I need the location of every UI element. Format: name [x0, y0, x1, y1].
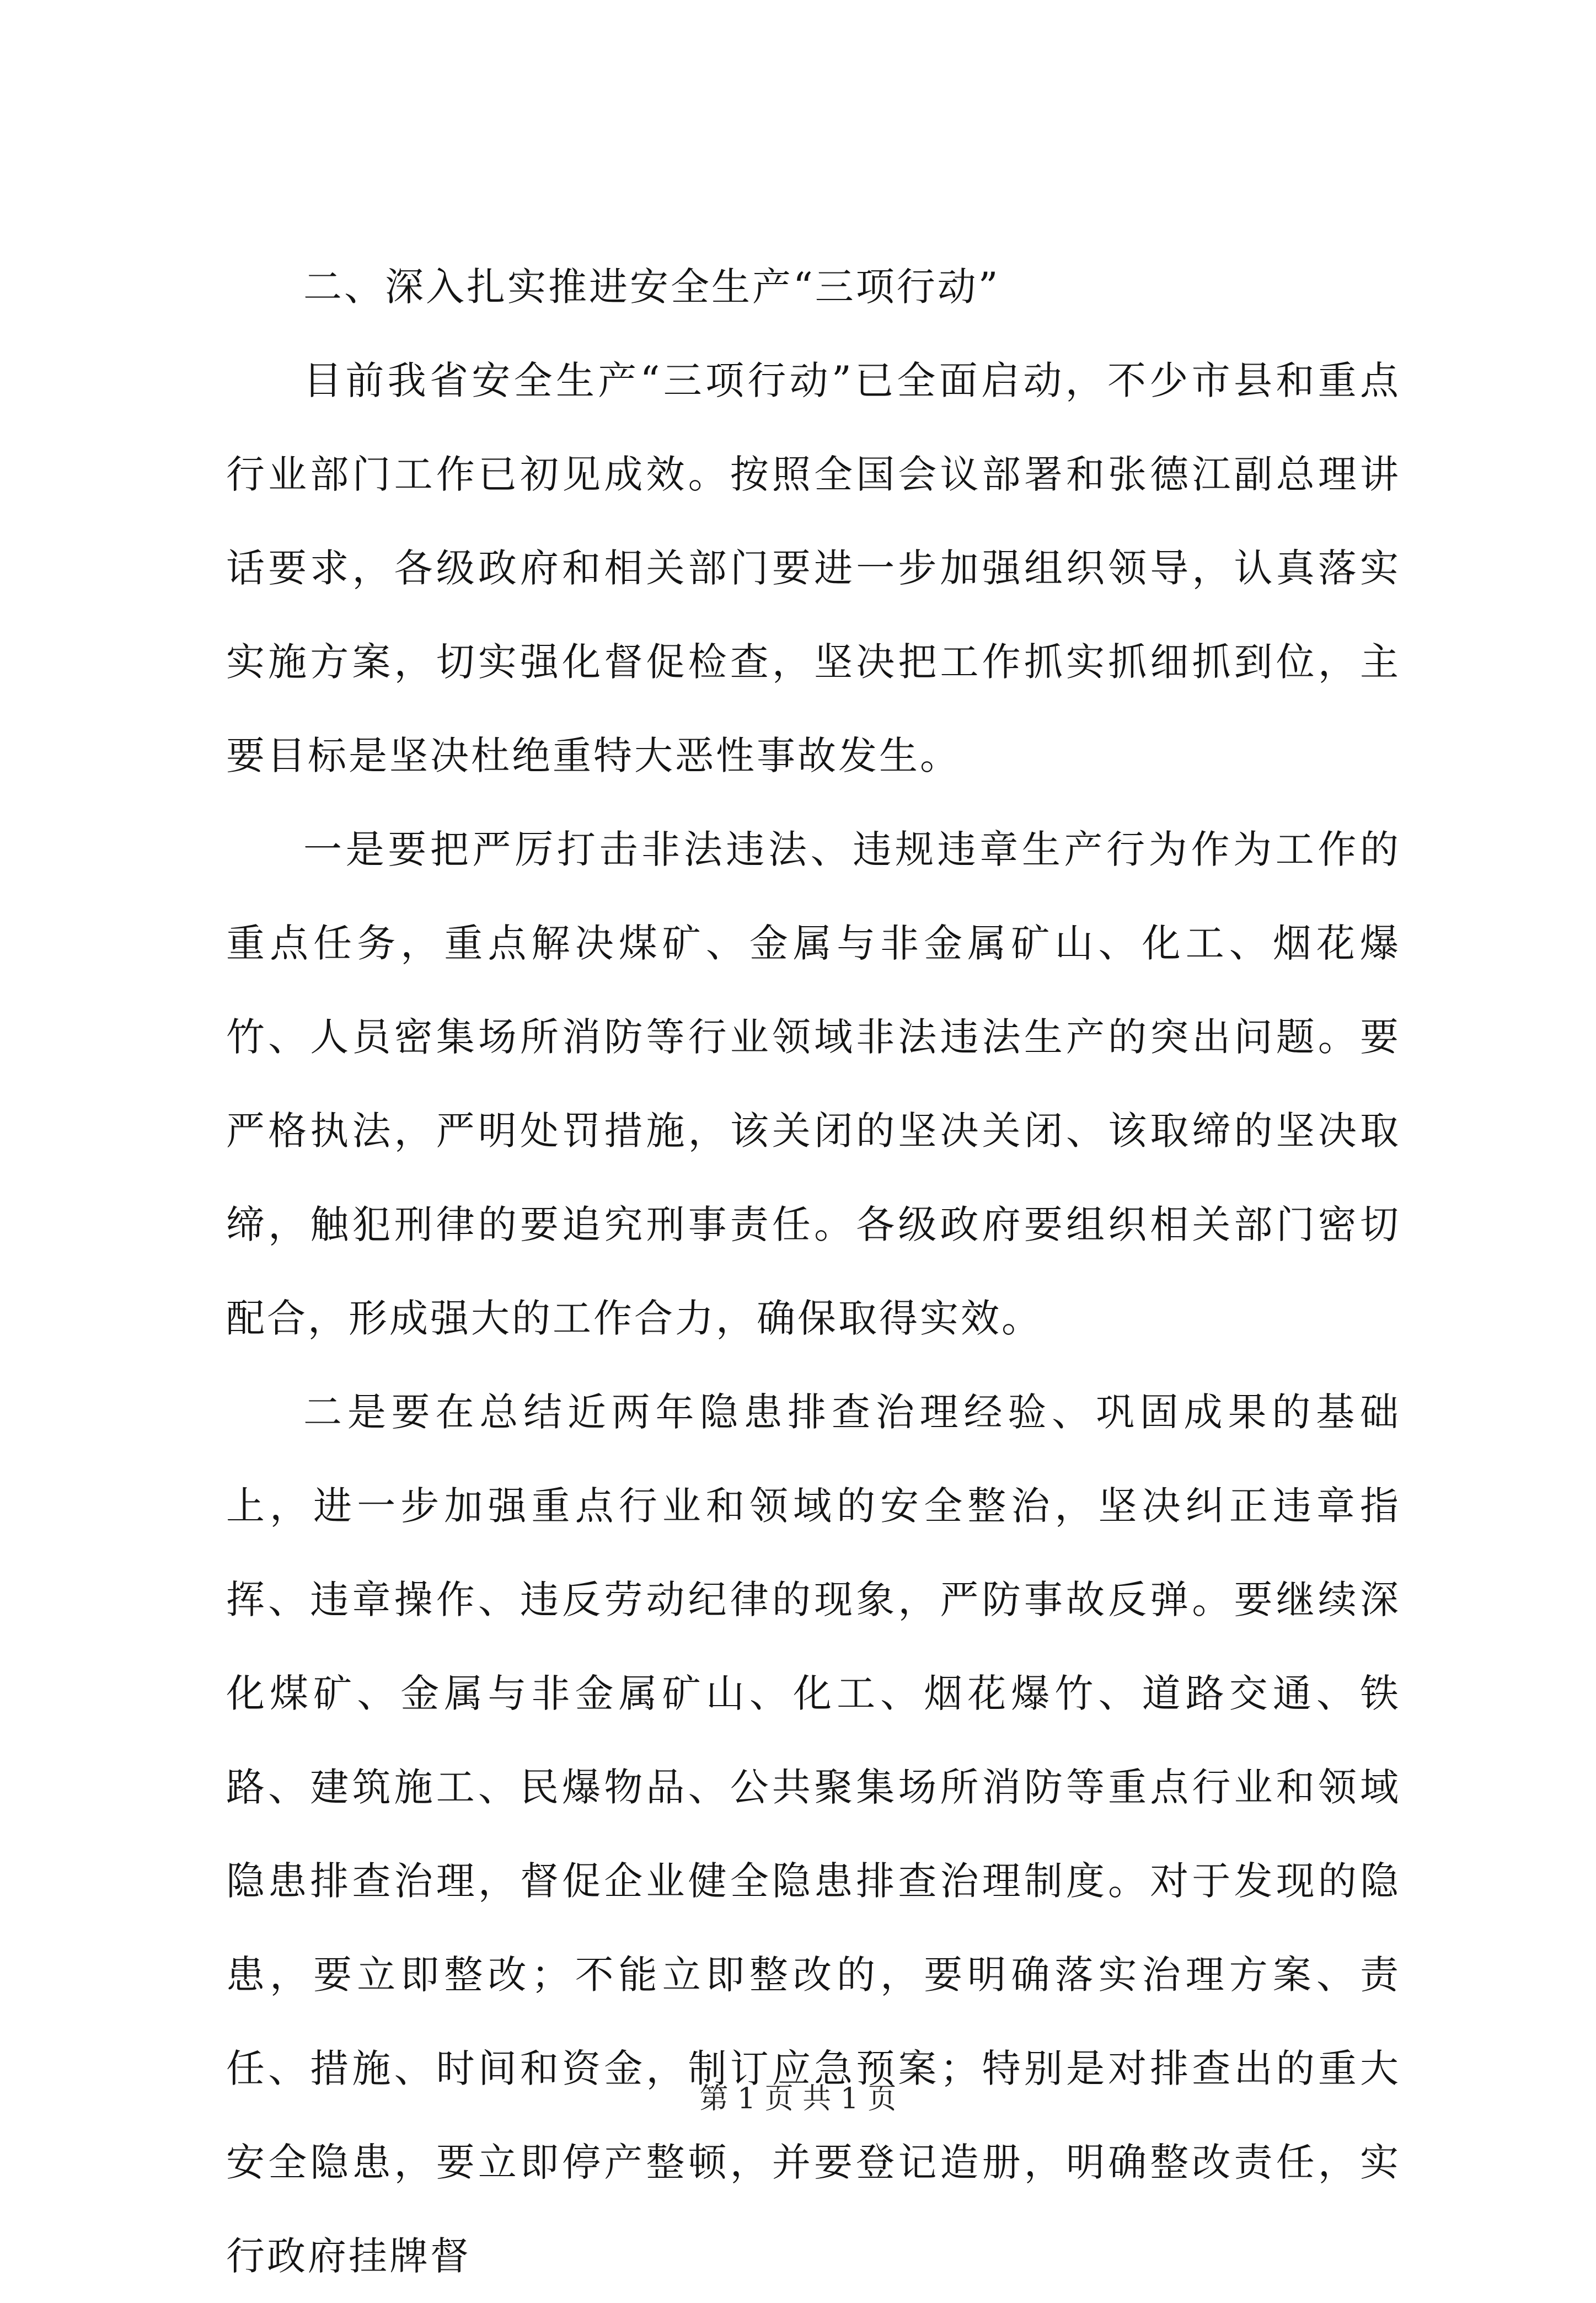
paragraph-point-two: 二是要在总结近两年隐患排查治理经验、巩固成果的基础上，进一步加强重点行业和领域的安全整治，坚决纠正违章指挥、违章操作、违反劳动纪律的现象，严防事故反弹。要继续深化煤矿、金属与非金属矿山、化工、烟花爆竹、道路交通、铁路、建筑施工、民爆物品、公共聚集场所消防等重点行业和领域隐患排查治理，督促企业健全隐患排查治理制度。对于发现的隐患，要立即整改；不能立即整改的，要明确落实治理方案、责任、措施、时间和资金，制订应急预案；特别是对排查出的重大安全隐患，要立即停产整顿，并要登记造册，明确整改责任，实行政府挂牌督 [226, 1390, 1401, 2279]
page-number-footer: 第 1 页 共 1 页 [699, 2082, 897, 2115]
document-body [226, 240, 1401, 2303]
paragraph-point-one: 一是要把严厉打击非法违法、违规违章生产行为作为工作的重点任务，重点解决煤矿、金属与非金属矿山、化工、烟花爆竹、人员密集场所消防等行业领域非法违法生产的突出问题。要严格执法，严明处罚措施，该关闭的坚决关闭、该取缔的坚决取缔，触犯刑律的要追究刑事责任。各级政府要组织相关部门密切配合，形成强大的工作合力，确保取得实效。 [226, 827, 1401, 1341]
paragraph-intro: 目前我省安全生产“三项行动”已全面启动，不少市县和重点行业部门工作已初见成效。按照全国会议部署和张德江副总理讲话要求，各级政府和相关部门要进一步加强组织领导，认真落实实施方案，切实强化督促检查，坚决把工作抓实抓细抓到位，主要目标是坚决杜绝重特大恶性事故发生。 [226, 358, 1401, 778]
section-heading: 二、深入扎实推进安全生产“三项行动” [303, 264, 1000, 309]
